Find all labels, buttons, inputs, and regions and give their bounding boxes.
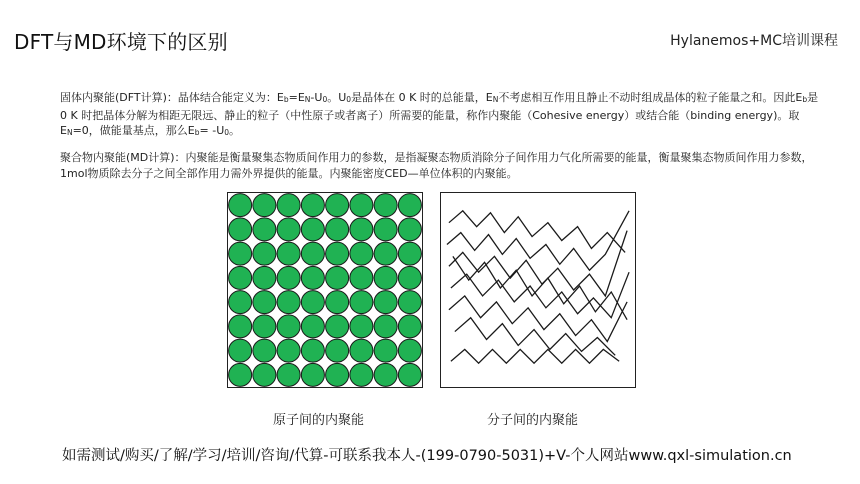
atom-circle xyxy=(326,363,349,386)
atom-circle xyxy=(326,194,349,217)
atom-circle xyxy=(398,194,421,217)
atom-circle xyxy=(374,194,397,217)
atom-circle xyxy=(374,291,397,314)
atomic-caption: 原子间的内聚能 xyxy=(273,413,365,428)
polymer-chain xyxy=(451,272,629,318)
solid-cohesive-energy-paragraph: 固体内聚能(DFT计算)：晶体结合能定义为：$E_b=E_N-U_0$。$U_0$是晶体在 0 K 时的总能量，$E_N$不考虑相互作用且静止不动时组成晶体的粒子能量之和。因此$E_b$是 0 K 时把晶体分解为相距无限远、静止的粒子（中性原子或者离子）所需要的能量，称作内聚能（Cohesive energy）或结合能（binding energy)。取$E_N=0$，做能量基点，那么$E_b= -U_0$。 xyxy=(60,91,819,137)
atom-circle xyxy=(398,363,421,386)
atomic-lattice-svg xyxy=(228,193,422,387)
atom-circle xyxy=(253,339,276,362)
atom-circle xyxy=(253,315,276,338)
contact-footer: 如需测试/购买/了解/学习/培训/咨询/代算-可联系我本人-(199-0790-5031)+V-个人网站www.qxl-simulation.cn xyxy=(62,448,792,464)
atom-circle xyxy=(326,315,349,338)
atom-circle xyxy=(277,363,300,386)
page-title: DFT与MD环境下的区别 xyxy=(14,30,228,54)
atom-circle xyxy=(350,218,373,241)
atom-circle xyxy=(277,218,300,241)
atom-circle xyxy=(229,194,252,217)
atom-circle xyxy=(253,363,276,386)
atom-circle xyxy=(301,315,324,338)
atom-circle xyxy=(374,218,397,241)
atom-circle xyxy=(253,266,276,289)
atom-circle xyxy=(350,363,373,386)
atom-circle xyxy=(398,339,421,362)
molecular-chains-svg xyxy=(441,193,635,387)
atom-circle xyxy=(277,266,300,289)
atom-circle xyxy=(229,242,252,265)
atom-circle xyxy=(326,291,349,314)
atom-circle xyxy=(253,242,276,265)
atom-circle xyxy=(229,363,252,386)
atomic-lattice-figure xyxy=(227,192,423,388)
atom-circle xyxy=(253,291,276,314)
atom-circle xyxy=(301,363,324,386)
atom-circle xyxy=(229,315,252,338)
atom-circle xyxy=(277,339,300,362)
molecular-chains-figure xyxy=(440,192,636,388)
atom-circle xyxy=(350,242,373,265)
atom-circle xyxy=(398,315,421,338)
atom-circle xyxy=(301,339,324,362)
atom-circle xyxy=(326,242,349,265)
atom-circle xyxy=(301,291,324,314)
atom-circle xyxy=(326,266,349,289)
atom-circle xyxy=(229,291,252,314)
atom-circle xyxy=(374,363,397,386)
atom-circle xyxy=(350,266,373,289)
atom-circle xyxy=(277,242,300,265)
polymer-chain xyxy=(451,349,619,363)
atom-circle xyxy=(277,315,300,338)
atom-circle xyxy=(301,194,324,217)
polymer-chain xyxy=(449,211,625,253)
atom-circle xyxy=(229,266,252,289)
atom-circle xyxy=(277,291,300,314)
molecular-caption: 分子间的内聚能 xyxy=(487,413,579,428)
atom-circle xyxy=(229,339,252,362)
atom-circle xyxy=(398,242,421,265)
atom-circle xyxy=(326,339,349,362)
polymer-chain xyxy=(453,256,627,319)
atom-circle xyxy=(374,242,397,265)
atom-circle xyxy=(277,194,300,217)
polymer-chain xyxy=(455,318,615,356)
polymer-chain xyxy=(447,211,629,270)
atom-circle xyxy=(398,218,421,241)
atom-circle xyxy=(253,194,276,217)
atom-circle xyxy=(350,339,373,362)
course-brand: Hylanemos+MC培训课程 xyxy=(670,33,838,49)
atom-circle xyxy=(398,266,421,289)
polymer-cohesive-energy-paragraph: 聚合物内聚能(MD计算)：内聚能是衡量聚集态物质间作用力的参数，是指凝聚态物质消除分子间作用力气化所需要的能量，衡量聚集态物质间作用力参数，1mol物质除去分子之间全部作用力需外界提供的能量。内聚能密度CED—单位体积的内聚能。 xyxy=(60,151,813,180)
atom-circle xyxy=(398,291,421,314)
atom-circle xyxy=(253,218,276,241)
atom-circle xyxy=(374,339,397,362)
atom-circle xyxy=(301,242,324,265)
atom-circle xyxy=(350,315,373,338)
atom-circle xyxy=(301,266,324,289)
atom-circle xyxy=(229,218,252,241)
atom-circle xyxy=(326,218,349,241)
atom-circle xyxy=(374,266,397,289)
atom-circle xyxy=(301,218,324,241)
atom-circle xyxy=(350,194,373,217)
atom-circle xyxy=(374,315,397,338)
atom-circle xyxy=(350,291,373,314)
